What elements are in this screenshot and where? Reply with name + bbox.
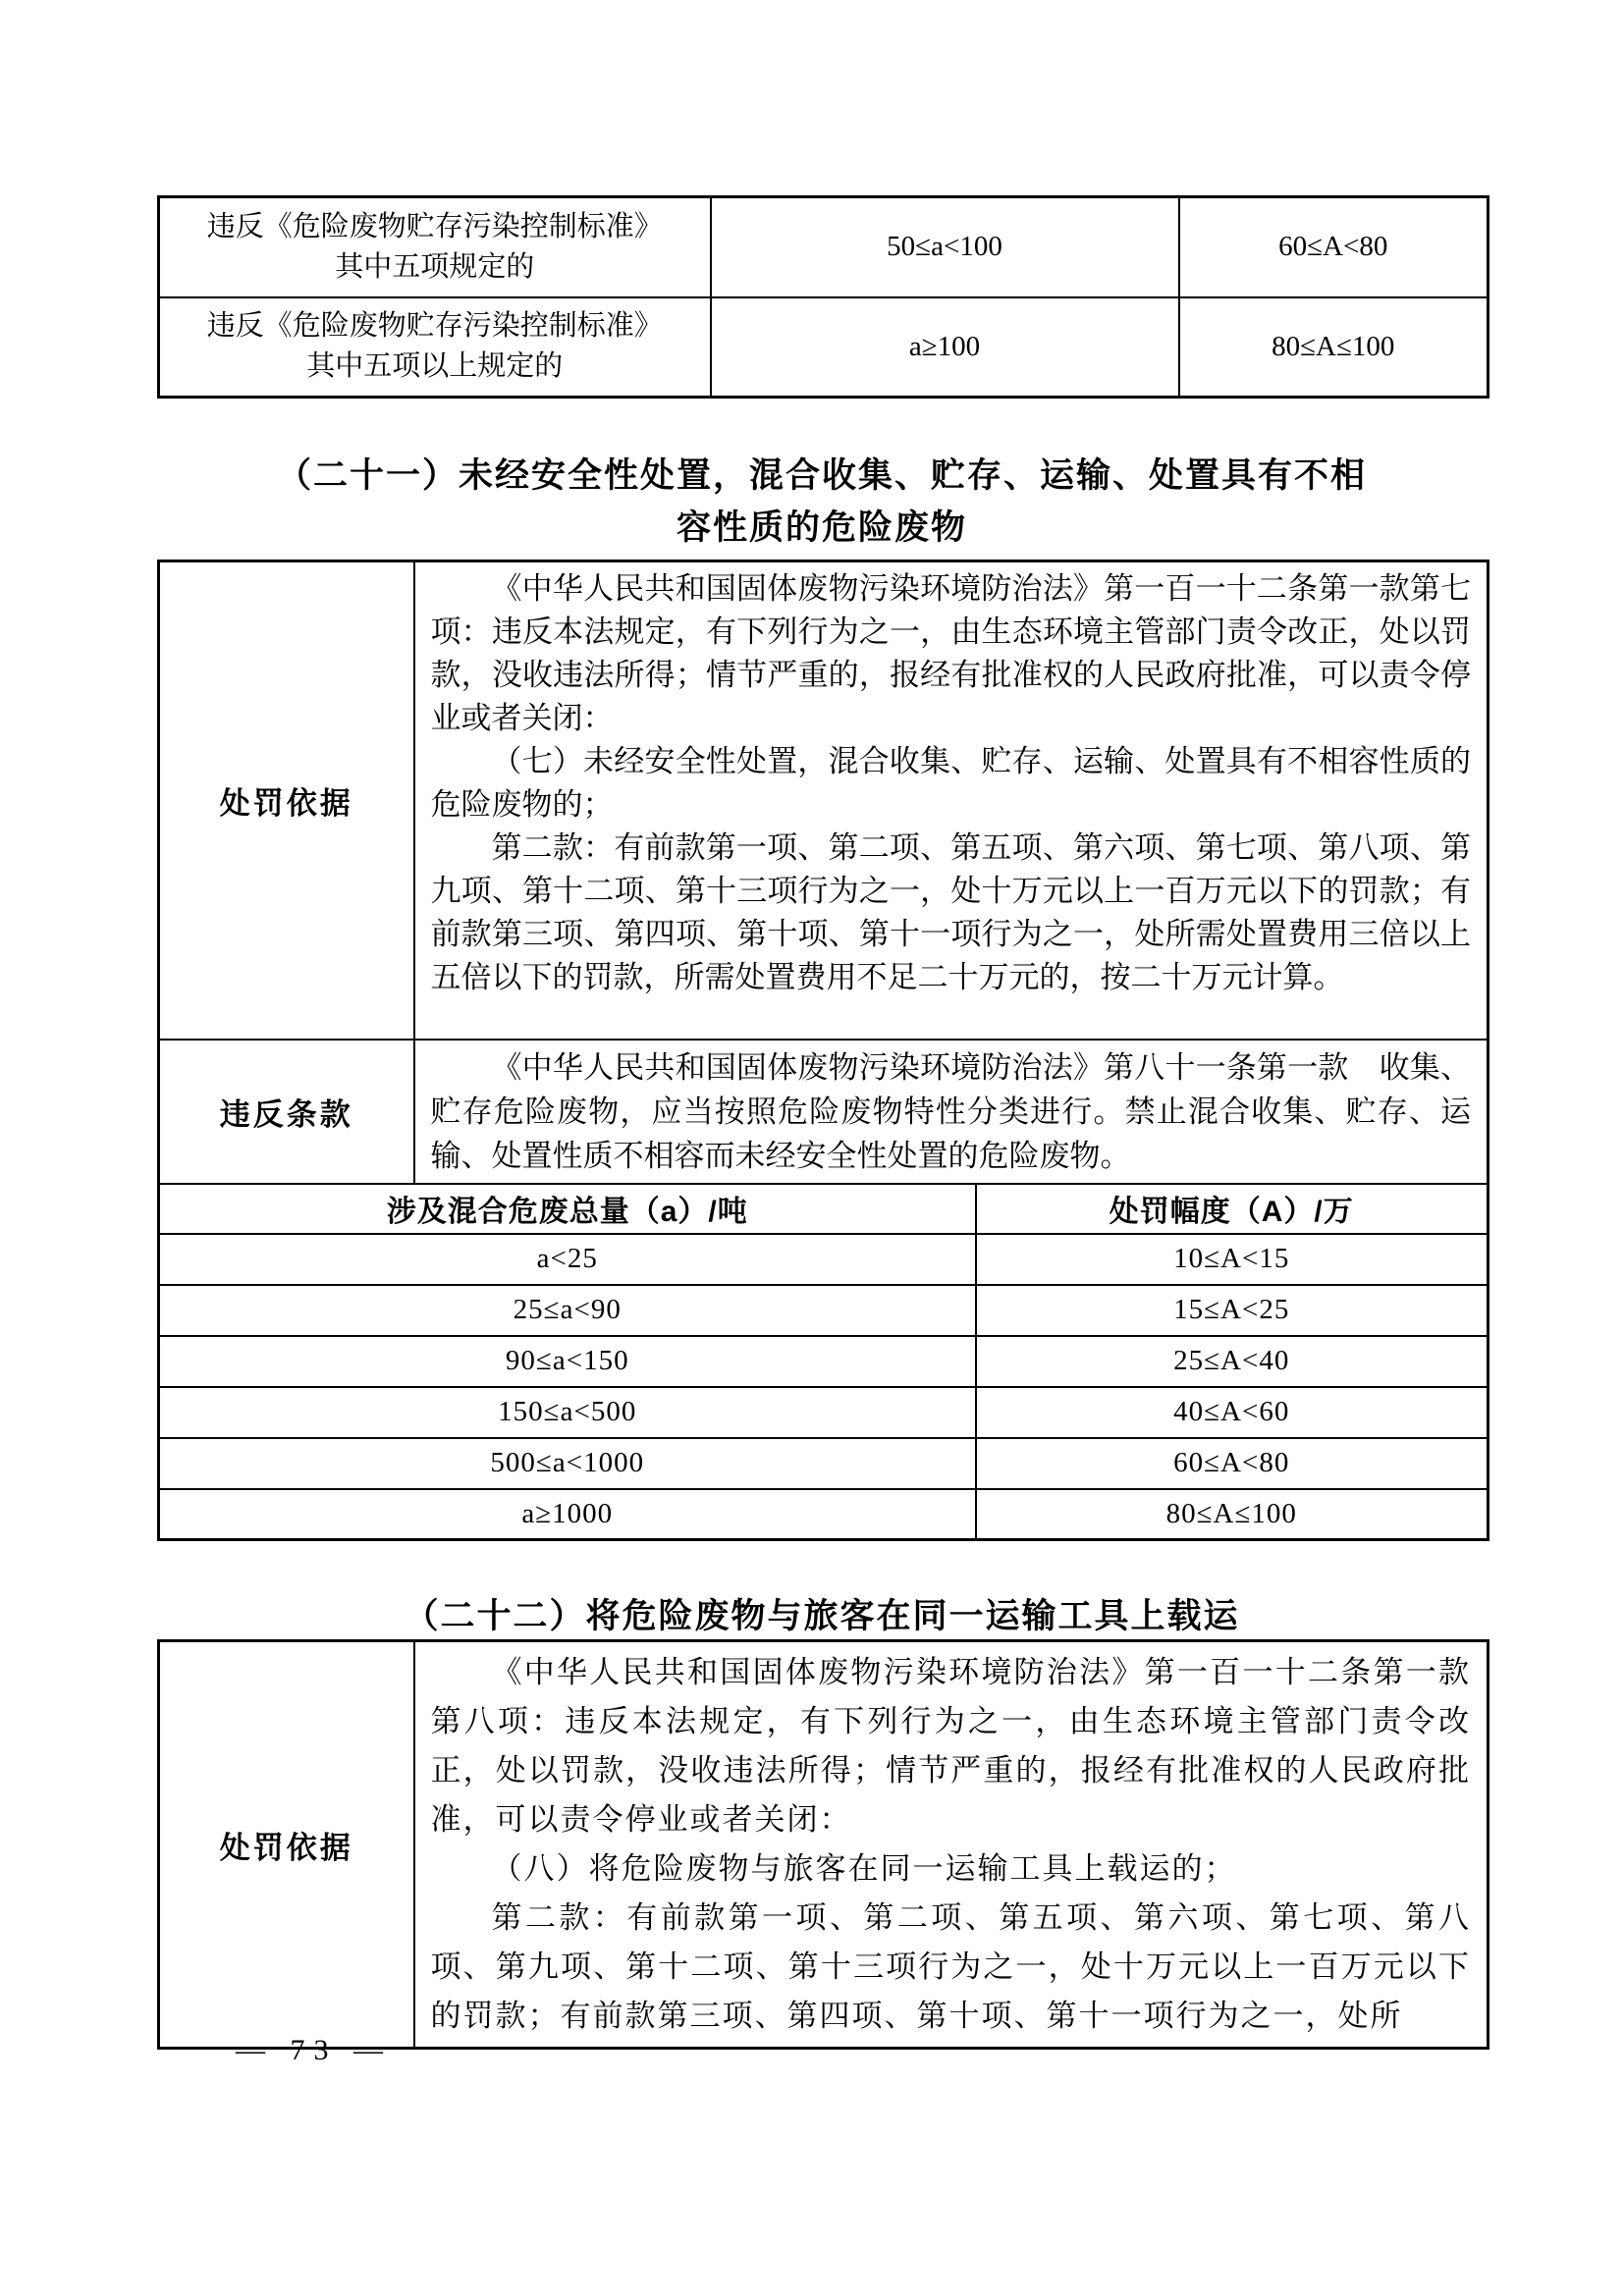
amount-range-cell: 90≤a<150 bbox=[159, 1336, 976, 1387]
section-21-heading bbox=[157, 450, 1487, 554]
amount-range-cell: a≥1000 bbox=[159, 1489, 976, 1540]
violated-clause-label: 违反条款 bbox=[159, 1040, 414, 1184]
violation-text-line2: 其中五项以上规定的 bbox=[306, 350, 564, 383]
violation-cell bbox=[159, 297, 711, 398]
penalty-basis-label: 处罚依据 bbox=[159, 561, 414, 1040]
penalty-basis-paragraph: 第二款：有前款第一项、第二项、第五项、第六项、第七项、第八项、第九项、第十二项、第十三项行为之一，处十万元以上一百万元以下的罚款；有前款第三项、第四项、第十项、第十一项行为之一，处所 bbox=[430, 1900, 1471, 2033]
violation-text-line1: 违反《危险废物贮存污染控制标准》 bbox=[206, 310, 663, 343]
range-row bbox=[159, 1387, 1489, 1438]
section-21-heading-line2: 容性质的危险废物 bbox=[676, 508, 967, 547]
violation-text-line2: 其中五项规定的 bbox=[335, 250, 535, 283]
range-table-header-row bbox=[159, 1184, 1489, 1234]
amount-range-cell: 25≤a<90 bbox=[159, 1285, 976, 1336]
section-21-heading-line1: （二十一）未经安全性处置，混合收集、贮存、运输、处置具有不相 bbox=[276, 456, 1367, 495]
amount-range-cell: 150≤a<500 bbox=[159, 1387, 976, 1438]
section-21-table bbox=[157, 560, 1489, 1541]
penalty-range-cell: 10≤A<15 bbox=[976, 1234, 1489, 1285]
violated-clause-row bbox=[159, 1040, 1489, 1184]
penalty-basis-row bbox=[159, 1641, 1489, 2049]
penalty-range-cell: 15≤A<25 bbox=[976, 1285, 1489, 1336]
penalty-column-header: 处罚幅度（A）/万 bbox=[976, 1184, 1489, 1234]
range-row bbox=[159, 1234, 1489, 1285]
penalty-range-cell: 80≤A≤100 bbox=[1179, 297, 1489, 398]
penalty-basis-paragraph: 《中华人民共和国固体废物污染环境防治法》第一百一十二条第一款第八项：违反本法规定，有下列行为之一，由生态环境主管部门责令改正，处以罚款，没收违法所得；情节严重的，报经有批准权的人民政府批准，可以责令停业或者关闭： bbox=[430, 1655, 1471, 1837]
violation-cell bbox=[159, 197, 711, 297]
penalty-basis-text-cell bbox=[414, 561, 1489, 1040]
range-row bbox=[159, 1438, 1489, 1489]
amount-range-cell: 500≤a<1000 bbox=[159, 1438, 976, 1489]
violation-text-line1: 违反《危险废物贮存污染控制标准》 bbox=[206, 210, 663, 242]
range-row bbox=[159, 1336, 1489, 1387]
penalty-basis-row bbox=[159, 561, 1489, 1040]
section-22-heading: （二十二）将危险废物与旅客在同一运输工具上载运 bbox=[404, 1597, 1240, 1635]
penalty-basis-text-cell bbox=[414, 1641, 1489, 2049]
amount-range-cell: a<25 bbox=[159, 1234, 976, 1285]
penalty-basis-paragraph: （八）将危险废物与旅客在同一运输工具上载运的； bbox=[491, 1851, 1237, 1886]
penalty-range-cell: 60≤A<80 bbox=[1179, 197, 1489, 297]
range-row bbox=[159, 1489, 1489, 1540]
violated-clause-paragraph: 《中华人民共和国固体废物污染环境防治法》第八十一条第一款 收集、贮存危险废物，应当按照危险废物特性分类进行。禁止混合收集、贮存、运输、处置性质不相容而未经安全性处置的危险废物。 bbox=[430, 1049, 1471, 1173]
penalty-basis-paragraph: 《中华人民共和国固体废物污染环境防治法》第一百一十二条第一款第七项：违反本法规定，有下列行为之一，由生态环境主管部门责令改正，处以罚款，没收违法所得；情节严重的，报经有批准权的人民政府批准，可以责令停业或者关闭： bbox=[430, 571, 1471, 735]
penalty-basis-paragraph: 第二款：有前款第一项、第二项、第五项、第六项、第七项、第八项、第九项、第十二项、第十三项行为之一，处十万元以上一百万元以下的罚款；有前款第三项、第四项、第十项、第十一项行为之一，处所需处置费用三倍以上五倍以下的罚款，所需处置费用不足二十万元的，按二十万元计算。 bbox=[430, 830, 1471, 994]
penalty-basis-label: 处罚依据 bbox=[159, 1641, 414, 2049]
amount-column-header: 涉及混合危废总量（a）/吨 bbox=[159, 1184, 976, 1234]
section-22-table bbox=[157, 1639, 1489, 2050]
storage-standard-penalty-table bbox=[157, 195, 1489, 399]
penalty-range-cell: 25≤A<40 bbox=[976, 1336, 1489, 1387]
violated-clause-text-cell bbox=[414, 1040, 1489, 1184]
penalty-range-cell: 60≤A<80 bbox=[976, 1438, 1489, 1489]
table-row bbox=[159, 297, 1489, 398]
penalty-range-cell: 80≤A≤100 bbox=[976, 1489, 1489, 1540]
page-number: — 73 — bbox=[236, 2034, 392, 2066]
penalty-range-cell: 40≤A<60 bbox=[976, 1387, 1489, 1438]
table-row bbox=[159, 197, 1489, 297]
penalty-basis-paragraph: （七）未经安全性处置，混合收集、贮存、运输、处置具有不相容性质的危险废物的； bbox=[430, 744, 1471, 822]
amount-range-cell: 50≤a<100 bbox=[711, 197, 1179, 297]
amount-range-cell: a≥100 bbox=[711, 297, 1179, 398]
range-row bbox=[159, 1285, 1489, 1336]
